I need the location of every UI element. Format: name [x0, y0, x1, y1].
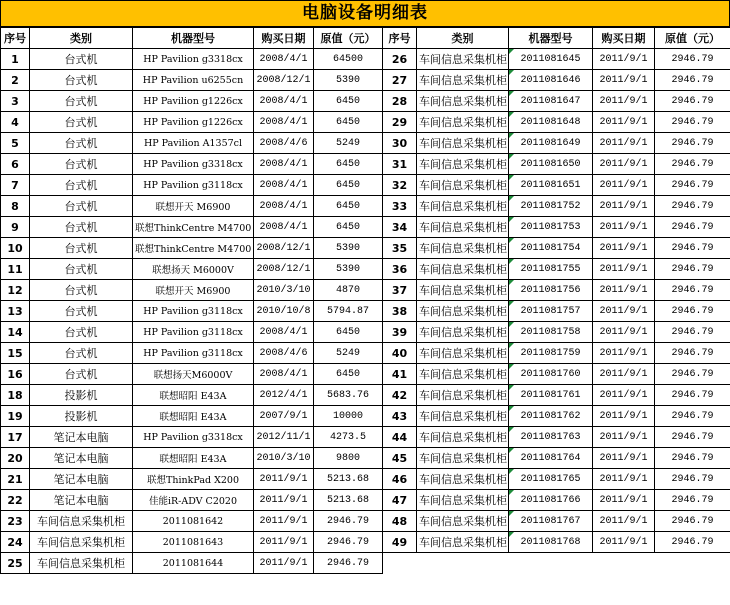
cell-index[interactable]: 9 [1, 217, 30, 238]
cell-index[interactable]: 21 [1, 469, 30, 490]
cell-date[interactable]: 2008/4/1 [254, 112, 314, 133]
cell-index[interactable]: 45 [383, 448, 417, 469]
cell-value[interactable]: 2946.79 [655, 112, 730, 133]
cell-index[interactable]: 20 [1, 448, 30, 469]
cell-category[interactable]: 投影机 [30, 406, 133, 427]
cell-category[interactable]: 车间信息采集机柜 [417, 154, 509, 175]
empty-cell [509, 553, 593, 574]
cell-model[interactable]: 2011081766 [509, 490, 593, 511]
table-row [1, 406, 730, 427]
cell-category[interactable]: 车间信息采集机柜 [417, 49, 509, 70]
cell-date[interactable]: 2011/9/1 [593, 301, 655, 322]
cell-value[interactable]: 5213.68 [314, 469, 383, 490]
cell-category[interactable]: 车间信息采集机柜 [417, 469, 509, 490]
cell-date[interactable]: 2011/9/1 [593, 238, 655, 259]
cell-value[interactable]: 2946.79 [655, 448, 730, 469]
cell-index[interactable]: 43 [383, 406, 417, 427]
cell-date[interactable]: 2008/12/1 [254, 70, 314, 91]
cell-index[interactable]: 47 [383, 490, 417, 511]
cell-value[interactable]: 6450 [314, 154, 383, 175]
cell-value[interactable]: 9800 [314, 448, 383, 469]
cell-value[interactable]: 2946.79 [314, 511, 383, 532]
cell-date[interactable]: 2008/12/1 [254, 238, 314, 259]
cell-category[interactable]: 台式机 [30, 49, 133, 70]
table-row [1, 259, 730, 280]
cell-model[interactable]: HP Pavilion g3318cx [133, 427, 254, 448]
table-row [1, 196, 730, 217]
empty-cell [655, 553, 730, 574]
cell-index[interactable]: 3 [1, 91, 30, 112]
cell-category[interactable]: 台式机 [30, 91, 133, 112]
cell-date[interactable]: 2011/9/1 [593, 385, 655, 406]
cell-index[interactable]: 42 [383, 385, 417, 406]
table-row [1, 322, 730, 343]
cell-category[interactable]: 车间信息采集机柜 [417, 238, 509, 259]
cell-model[interactable]: HP Pavilion g1226cx [133, 91, 254, 112]
sheet-title: 电脑设备明细表 [0, 0, 730, 27]
cell-index[interactable]: 44 [383, 427, 417, 448]
cell-model[interactable]: 联想ThinkCentre M4700 [133, 238, 254, 259]
cell-category[interactable]: 车间信息采集机柜 [417, 511, 509, 532]
cell-index[interactable]: 15 [1, 343, 30, 364]
header-cell[interactable]: 原值（元） [655, 28, 730, 49]
cell-date[interactable]: 2011/9/1 [254, 532, 314, 553]
cell-category[interactable]: 台式机 [30, 217, 133, 238]
cell-value[interactable]: 2946.79 [655, 322, 730, 343]
cell-model[interactable]: 2011081760 [509, 364, 593, 385]
cell-category[interactable]: 车间信息采集机柜 [417, 217, 509, 238]
cell-category[interactable]: 车间信息采集机柜 [417, 406, 509, 427]
cell-date[interactable]: 2011/9/1 [593, 259, 655, 280]
cell-index[interactable]: 48 [383, 511, 417, 532]
cell-value[interactable]: 5249 [314, 343, 383, 364]
cell-category[interactable]: 车间信息采集机柜 [417, 301, 509, 322]
cell-index[interactable]: 23 [1, 511, 30, 532]
cell-date[interactable]: 2011/9/1 [593, 175, 655, 196]
cell-value[interactable]: 6450 [314, 175, 383, 196]
cell-value[interactable]: 2946.79 [655, 385, 730, 406]
cell-date[interactable]: 2008/4/1 [254, 217, 314, 238]
cell-category[interactable]: 车间信息采集机柜 [417, 532, 509, 553]
cell-index[interactable]: 25 [1, 553, 30, 574]
table-row [1, 532, 730, 553]
cell-index[interactable]: 12 [1, 280, 30, 301]
header-cell[interactable]: 序号 [1, 28, 30, 49]
table-row [1, 91, 730, 112]
cell-index[interactable]: 5 [1, 133, 30, 154]
cell-date[interactable]: 2011/9/1 [254, 511, 314, 532]
cell-index[interactable]: 27 [383, 70, 417, 91]
cell-date[interactable]: 2008/4/1 [254, 175, 314, 196]
cell-index[interactable]: 19 [1, 406, 30, 427]
cell-date[interactable]: 2011/9/1 [593, 70, 655, 91]
cell-model[interactable]: HP Pavilion g3318cx [133, 49, 254, 70]
cell-model[interactable]: 2011081650 [509, 154, 593, 175]
table-row [1, 238, 730, 259]
cell-index[interactable]: 26 [383, 49, 417, 70]
cell-date[interactable]: 2010/10/8 [254, 301, 314, 322]
cell-value[interactable]: 2946.79 [655, 301, 730, 322]
cell-index[interactable]: 30 [383, 133, 417, 154]
cell-category[interactable]: 投影机 [30, 385, 133, 406]
cell-value[interactable]: 2946.79 [655, 133, 730, 154]
cell-date[interactable]: 2008/4/1 [254, 154, 314, 175]
cell-value[interactable]: 64500 [314, 49, 383, 70]
cell-index[interactable]: 38 [383, 301, 417, 322]
cell-model[interactable]: 2011081644 [133, 553, 254, 574]
table-row [1, 280, 730, 301]
cell-value[interactable]: 2946.79 [655, 532, 730, 553]
cell-category[interactable]: 台式机 [30, 259, 133, 280]
cell-category[interactable]: 车间信息采集机柜 [417, 70, 509, 91]
cell-value[interactable]: 2946.79 [655, 343, 730, 364]
cell-index[interactable]: 28 [383, 91, 417, 112]
cell-value[interactable]: 6450 [314, 91, 383, 112]
cell-model[interactable]: 2011081642 [133, 511, 254, 532]
cell-value[interactable]: 5390 [314, 70, 383, 91]
header-cell[interactable]: 类别 [30, 28, 133, 49]
cell-date[interactable]: 2012/11/1 [254, 427, 314, 448]
cell-index[interactable]: 10 [1, 238, 30, 259]
cell-category[interactable]: 车间信息采集机柜 [417, 133, 509, 154]
cell-category[interactable]: 台式机 [30, 364, 133, 385]
cell-value[interactable]: 4870 [314, 280, 383, 301]
cell-value[interactable]: 2946.79 [655, 70, 730, 91]
cell-category[interactable]: 台式机 [30, 322, 133, 343]
cell-index[interactable]: 7 [1, 175, 30, 196]
cell-value[interactable]: 5390 [314, 259, 383, 280]
cell-model[interactable]: HP Pavilion u6255cn [133, 70, 254, 91]
cell-date[interactable]: 2011/9/1 [593, 91, 655, 112]
cell-model[interactable]: 2011081753 [509, 217, 593, 238]
cell-index[interactable]: 35 [383, 238, 417, 259]
cell-value[interactable]: 6450 [314, 364, 383, 385]
cell-category[interactable]: 车间信息采集机柜 [30, 511, 133, 532]
cell-model[interactable]: 联想开天 M6900 [133, 196, 254, 217]
cell-index[interactable]: 29 [383, 112, 417, 133]
empty-cell [417, 553, 509, 574]
cell-value[interactable]: 5683.76 [314, 385, 383, 406]
cell-category[interactable]: 车间信息采集机柜 [30, 553, 133, 574]
cell-value[interactable]: 6450 [314, 196, 383, 217]
cell-category[interactable]: 笔记本电脑 [30, 469, 133, 490]
cell-value[interactable]: 5794.87 [314, 301, 383, 322]
cell-category[interactable]: 车间信息采集机柜 [417, 280, 509, 301]
table-row [1, 364, 730, 385]
cell-index[interactable]: 36 [383, 259, 417, 280]
cell-category[interactable]: 台式机 [30, 238, 133, 259]
cell-model[interactable]: 联想ThinkPad X200 [133, 469, 254, 490]
cell-model[interactable]: 2011081761 [509, 385, 593, 406]
cell-value[interactable]: 2946.79 [655, 406, 730, 427]
cell-value[interactable]: 2946.79 [655, 154, 730, 175]
cell-model[interactable]: HP Pavilion g3118cx [133, 322, 254, 343]
cell-index[interactable]: 14 [1, 322, 30, 343]
cell-date[interactable]: 2011/9/1 [593, 406, 655, 427]
cell-index[interactable]: 22 [1, 490, 30, 511]
cell-value[interactable]: 2946.79 [655, 91, 730, 112]
table-row [1, 154, 730, 175]
cell-category[interactable]: 台式机 [30, 280, 133, 301]
cell-date[interactable]: 2011/9/1 [593, 196, 655, 217]
cell-date[interactable]: 2008/4/1 [254, 91, 314, 112]
cell-index[interactable]: 2 [1, 70, 30, 91]
cell-index[interactable]: 34 [383, 217, 417, 238]
cell-index[interactable]: 37 [383, 280, 417, 301]
cell-index[interactable]: 46 [383, 469, 417, 490]
cell-index[interactable]: 31 [383, 154, 417, 175]
cell-model[interactable]: 联想昭阳 E43A [133, 385, 254, 406]
cell-category[interactable]: 台式机 [30, 133, 133, 154]
table-row [1, 448, 730, 469]
table-row [1, 427, 730, 448]
cell-category[interactable]: 笔记本电脑 [30, 490, 133, 511]
cell-model[interactable]: 2011081643 [133, 532, 254, 553]
cell-value[interactable]: 10000 [314, 406, 383, 427]
table-row [1, 112, 730, 133]
cell-model[interactable]: 2011081757 [509, 301, 593, 322]
cell-category[interactable]: 车间信息采集机柜 [417, 175, 509, 196]
cell-index[interactable]: 33 [383, 196, 417, 217]
cell-model[interactable]: HP Pavilion g1226cx [133, 112, 254, 133]
cell-model[interactable]: 2011081754 [509, 238, 593, 259]
cell-date[interactable]: 2011/9/1 [254, 469, 314, 490]
header-cell[interactable]: 购买日期 [593, 28, 655, 49]
cell-value[interactable]: 5249 [314, 133, 383, 154]
cell-category[interactable]: 车间信息采集机柜 [417, 91, 509, 112]
cell-model[interactable]: 2011081648 [509, 112, 593, 133]
cell-value[interactable]: 2946.79 [655, 280, 730, 301]
cell-date[interactable]: 2011/9/1 [593, 469, 655, 490]
cell-category[interactable]: 车间信息采集机柜 [417, 322, 509, 343]
cell-model[interactable]: 2011081768 [509, 532, 593, 553]
cell-value[interactable]: 6450 [314, 322, 383, 343]
cell-category[interactable]: 车间信息采集机柜 [417, 427, 509, 448]
cell-model[interactable]: HP Pavilion g3118cx [133, 343, 254, 364]
cell-model[interactable]: 2011081755 [509, 259, 593, 280]
table-row [1, 70, 730, 91]
cell-category[interactable]: 台式机 [30, 154, 133, 175]
cell-model[interactable]: 联想扬天 M6000V [133, 259, 254, 280]
cell-category[interactable]: 车间信息采集机柜 [417, 448, 509, 469]
cell-value[interactable]: 2946.79 [655, 511, 730, 532]
table-row [1, 343, 730, 364]
cell-model[interactable]: 2011081756 [509, 280, 593, 301]
table-row [1, 385, 730, 406]
cell-value[interactable]: 2946.79 [655, 196, 730, 217]
cell-model[interactable]: 2011081645 [509, 49, 593, 70]
cell-date[interactable]: 2011/9/1 [593, 343, 655, 364]
cell-model[interactable]: 2011081765 [509, 469, 593, 490]
cell-value[interactable]: 2946.79 [655, 469, 730, 490]
table-row [1, 301, 730, 322]
header-cell[interactable]: 机器型号 [133, 28, 254, 49]
cell-category[interactable]: 车间信息采集机柜 [30, 532, 133, 553]
table-row [1, 511, 730, 532]
cell-value[interactable]: 2946.79 [655, 217, 730, 238]
cell-value[interactable]: 2946.79 [655, 490, 730, 511]
cell-date[interactable]: 2011/9/1 [593, 154, 655, 175]
cell-date[interactable]: 2008/4/1 [254, 49, 314, 70]
cell-model[interactable]: 2011081767 [509, 511, 593, 532]
header-cell[interactable]: 机器型号 [509, 28, 593, 49]
cell-model[interactable]: 联想昭阳 E43A [133, 448, 254, 469]
cell-value[interactable]: 2946.79 [655, 238, 730, 259]
cell-category[interactable]: 车间信息采集机柜 [417, 112, 509, 133]
cell-category[interactable]: 车间信息采集机柜 [417, 385, 509, 406]
cell-model[interactable]: 2011081764 [509, 448, 593, 469]
cell-value[interactable]: 2946.79 [314, 553, 383, 574]
cell-index[interactable]: 8 [1, 196, 30, 217]
cell-category[interactable]: 台式机 [30, 175, 133, 196]
header-cell[interactable]: 序号 [383, 28, 417, 49]
cell-category[interactable]: 车间信息采集机柜 [417, 364, 509, 385]
cell-date[interactable]: 2008/4/1 [254, 364, 314, 385]
table-row [1, 553, 730, 574]
empty-cell [383, 553, 417, 574]
cell-category[interactable]: 笔记本电脑 [30, 427, 133, 448]
cell-index[interactable]: 17 [1, 427, 30, 448]
cell-category[interactable]: 台式机 [30, 301, 133, 322]
cell-value[interactable]: 2946.79 [655, 175, 730, 196]
cell-index[interactable]: 32 [383, 175, 417, 196]
cell-date[interactable]: 2011/9/1 [593, 532, 655, 553]
cell-date[interactable]: 2008/4/1 [254, 322, 314, 343]
cell-index[interactable]: 11 [1, 259, 30, 280]
cell-index[interactable]: 39 [383, 322, 417, 343]
cell-model[interactable]: 2011081646 [509, 70, 593, 91]
cell-model[interactable]: 2011081758 [509, 322, 593, 343]
cell-index[interactable]: 40 [383, 343, 417, 364]
cell-index[interactable]: 49 [383, 532, 417, 553]
table-row [1, 133, 730, 154]
cell-date[interactable]: 2010/3/10 [254, 448, 314, 469]
header-row [1, 28, 730, 49]
cell-date[interactable]: 2011/9/1 [593, 322, 655, 343]
cell-index[interactable]: 24 [1, 532, 30, 553]
cell-category[interactable]: 台式机 [30, 112, 133, 133]
cell-value[interactable]: 5390 [314, 238, 383, 259]
cell-category[interactable]: 车间信息采集机柜 [417, 343, 509, 364]
cell-date[interactable]: 2011/9/1 [254, 553, 314, 574]
cell-value[interactable]: 2946.79 [314, 532, 383, 553]
cell-model[interactable]: 2011081759 [509, 343, 593, 364]
cell-date[interactable]: 2011/9/1 [593, 364, 655, 385]
cell-category[interactable]: 台式机 [30, 70, 133, 91]
cell-value[interactable]: 2946.79 [655, 259, 730, 280]
cell-date[interactable]: 2011/9/1 [593, 280, 655, 301]
cell-date[interactable]: 2011/9/1 [593, 112, 655, 133]
table-row [1, 490, 730, 511]
cell-index[interactable]: 4 [1, 112, 30, 133]
table-row [1, 217, 730, 238]
cell-category[interactable]: 台式机 [30, 343, 133, 364]
cell-value[interactable]: 6450 [314, 217, 383, 238]
cell-value[interactable]: 2946.79 [655, 427, 730, 448]
table-row [1, 469, 730, 490]
cell-date[interactable]: 2011/9/1 [593, 511, 655, 532]
cell-category[interactable]: 车间信息采集机柜 [417, 259, 509, 280]
table-row [1, 49, 730, 70]
cell-date[interactable]: 2011/9/1 [593, 448, 655, 469]
cell-date[interactable]: 2011/9/1 [593, 490, 655, 511]
cell-date[interactable]: 2010/3/10 [254, 280, 314, 301]
cell-model[interactable]: HP Pavilion g3118cx [133, 175, 254, 196]
cell-date[interactable]: 2012/4/1 [254, 385, 314, 406]
cell-value[interactable]: 4273.5 [314, 427, 383, 448]
cell-model[interactable]: 2011081649 [509, 133, 593, 154]
cell-index[interactable]: 13 [1, 301, 30, 322]
cell-model[interactable]: 2011081651 [509, 175, 593, 196]
cell-value[interactable]: 2946.79 [655, 364, 730, 385]
cell-index[interactable]: 18 [1, 385, 30, 406]
cell-category[interactable]: 车间信息采集机柜 [417, 490, 509, 511]
cell-category[interactable]: 笔记本电脑 [30, 448, 133, 469]
cell-index[interactable]: 16 [1, 364, 30, 385]
cell-model[interactable]: HP Pavilion g3318cx [133, 154, 254, 175]
cell-category[interactable]: 台式机 [30, 196, 133, 217]
cell-model[interactable]: 联想ThinkCentre M4700 [133, 217, 254, 238]
cell-model[interactable]: HP Pavilion A1357cl [133, 133, 254, 154]
cell-model[interactable]: 联想昭阳 E43A [133, 406, 254, 427]
cell-model[interactable]: 联想扬天M6000V [133, 364, 254, 385]
header-cell[interactable]: 购买日期 [254, 28, 314, 49]
cell-value[interactable]: 5213.68 [314, 490, 383, 511]
cell-date[interactable]: 2011/9/1 [593, 427, 655, 448]
cell-model[interactable]: 2011081647 [509, 91, 593, 112]
cell-model[interactable]: 2011081752 [509, 196, 593, 217]
cell-model[interactable]: 佳能iR-ADV C2020 [133, 490, 254, 511]
cell-value[interactable]: 2946.79 [655, 49, 730, 70]
cell-date[interactable]: 2011/9/1 [254, 490, 314, 511]
cell-index[interactable]: 6 [1, 154, 30, 175]
cell-date[interactable]: 2011/9/1 [593, 49, 655, 70]
cell-value[interactable]: 6450 [314, 112, 383, 133]
empty-cell [593, 553, 655, 574]
header-cell[interactable]: 原值（元） [314, 28, 383, 49]
cell-model[interactable]: 2011081762 [509, 406, 593, 427]
cell-index[interactable]: 1 [1, 49, 30, 70]
cell-category[interactable]: 车间信息采集机柜 [417, 196, 509, 217]
cell-index[interactable]: 41 [383, 364, 417, 385]
cell-model[interactable]: 2011081763 [509, 427, 593, 448]
table-row [1, 175, 730, 196]
cell-date[interactable]: 2011/9/1 [593, 217, 655, 238]
cell-date[interactable]: 2008/4/1 [254, 196, 314, 217]
cell-model[interactable]: HP Pavilion g3118cx [133, 301, 254, 322]
header-cell[interactable]: 类别 [417, 28, 509, 49]
equipment-table [0, 27, 730, 574]
cell-date[interactable]: 2008/4/6 [254, 133, 314, 154]
cell-model[interactable]: 联想开天 M6900 [133, 280, 254, 301]
cell-date[interactable]: 2007/9/1 [254, 406, 314, 427]
cell-date[interactable]: 2011/9/1 [593, 133, 655, 154]
cell-date[interactable]: 2008/4/6 [254, 343, 314, 364]
cell-date[interactable]: 2008/12/1 [254, 259, 314, 280]
